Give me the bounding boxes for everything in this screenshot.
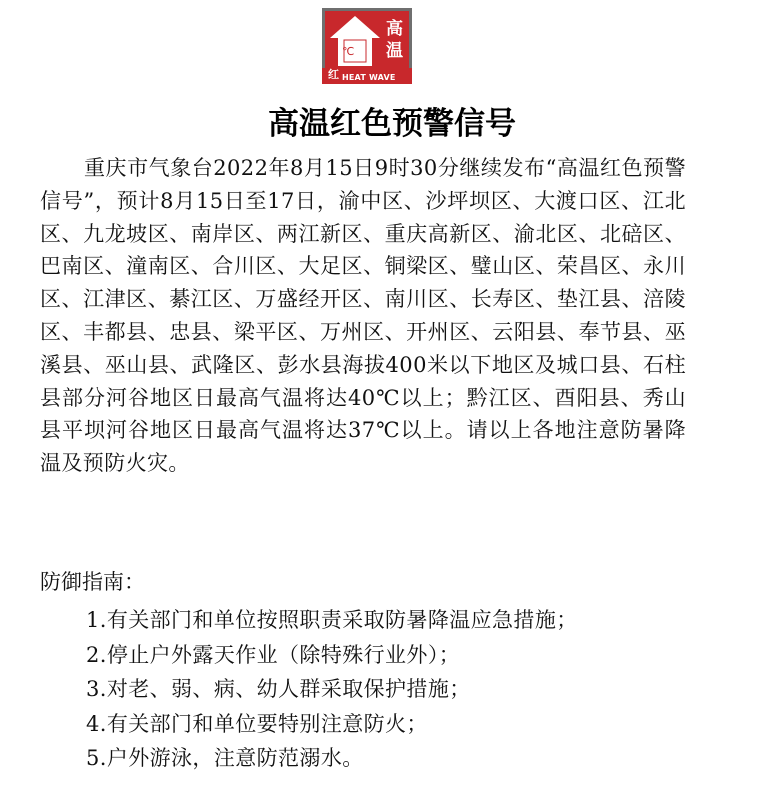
celsius-symbol: ℃ bbox=[342, 45, 355, 58]
guide-item: 4.有关部门和单位要特别注意防火； bbox=[86, 711, 428, 736]
guide-item: 1.有关部门和单位按照职责采取防暑降温应急措施； bbox=[86, 608, 578, 632]
guide-item: 3.对老、弱、病、幼人群采取保护措施； bbox=[86, 677, 471, 702]
logo-english-caption: HEAT WAVE bbox=[342, 73, 396, 82]
logo-caption-bar bbox=[322, 68, 412, 84]
defense-guide-list bbox=[86, 603, 578, 776]
house-thermometer-icon bbox=[328, 14, 382, 68]
heat-wave-warning-icon bbox=[322, 8, 412, 84]
logo-color-word: 红 bbox=[328, 68, 339, 81]
logo-char-high: 高 bbox=[386, 19, 403, 39]
warning-body-paragraph: 重庆市气象台2022年8月15日9时30分继续发布“高温红色预警信号”，预计8月15日至17日，渝中区、沙坪坝区、大渡口区、江北区、九龙坡区、南岸区、两江新区、重庆高新区、渝北区、北碚区、巴南区、潼南区、合川区、大足区、铜梁区、璧山区、荣昌区、永川区、江津区、綦江区、万盛经开区、南川区、长寿区、垫江县、涪陵区、丰都县、忠县、梁平区、万州区、开州区、云阳县、奉节县、巫溪县、巫山县、武隆区、彭水县海拔400米以下地区及城口县、石柱县部分河谷地区日最高气温将达40℃以上；黔江区、酉阳县、秀山县平坝河谷地区日最高气温将达37℃以上。请以上各地注意防暑降温及预防火灾。 bbox=[40, 156, 686, 476]
logo-char-temp: 温 bbox=[386, 41, 403, 61]
page-title: 高温红色预警信号 bbox=[268, 106, 516, 142]
defense-guide-label: 防御指南： bbox=[40, 570, 145, 594]
guide-item: 5.户外游泳，注意防范溺水。 bbox=[86, 746, 364, 771]
guide-item: 2.停止户外露天作业（除特殊行业外）； bbox=[86, 642, 461, 667]
